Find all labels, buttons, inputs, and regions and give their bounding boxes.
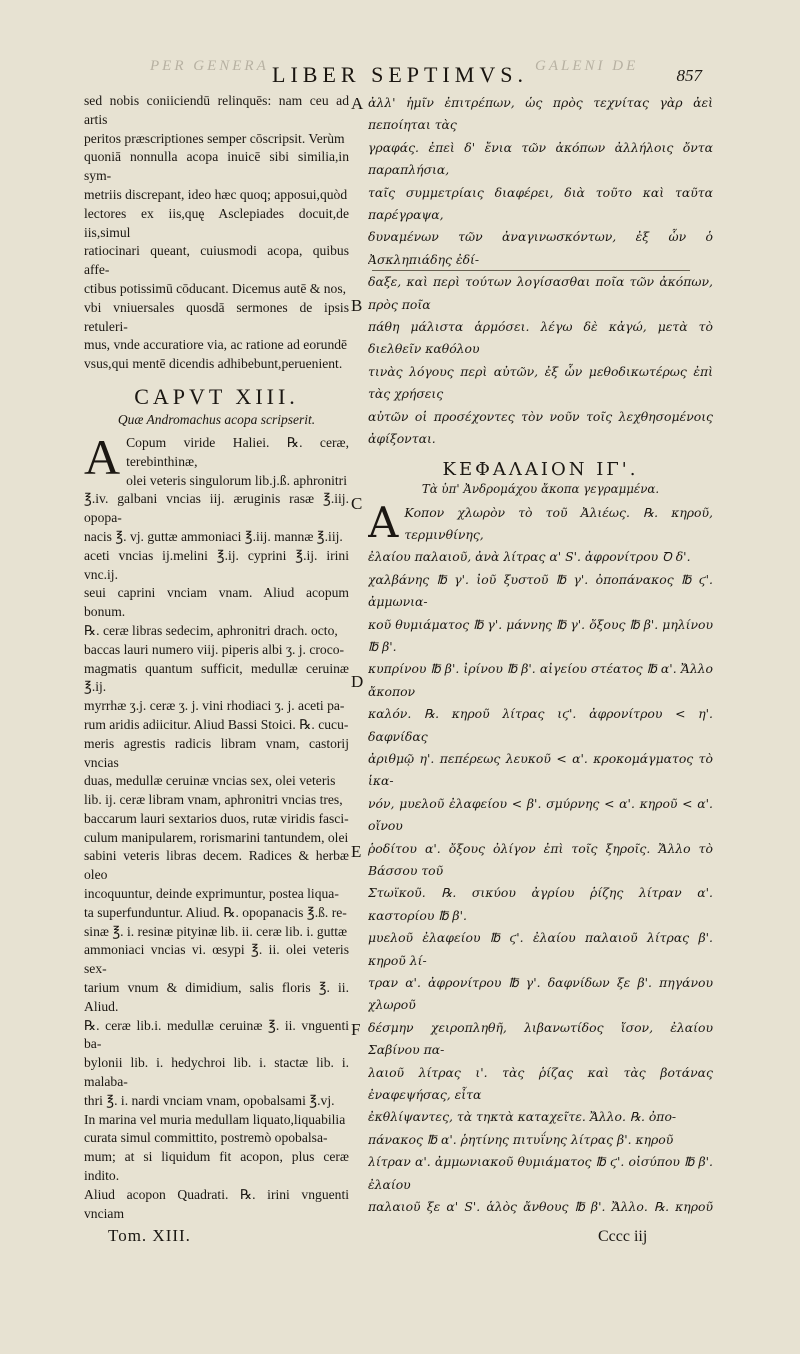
latin-chapter-subtitle: Quæ Andromachus acopa scripserit. xyxy=(117,411,316,427)
latin-body xyxy=(84,428,349,1220)
latin-body-text: Copum viride Haliei. ℞. ceræ, terebinthinæ, olei veteris singulorum lib.j.ß. aphronitri ℥.iv. galbani vncias iij. æruginis rasæ ℥.iij. opopa- nacis ℥. vj. guttæ ammoniaci ℥.iij. mannæ ℥.iij. aceti vncias ij.melini ℥.ij. cyprini ℥.ij. irini vnc.ij. seui caprini vnciam vnam. Aliud acopum bonum. ℞. ceræ libras sedecim, aphronitri drach. octo, baccas lauri numero viij. piperis albi ʒ. j. croco- magmatis quantum sufficit, medullæ ceruinæ ℥.ij. myrrhæ ʒ.j. ceræ ʒ. j. vini rhodiaci ʒ. j. aceti pa- rum aridis adiicitur. Aliud Bassi Stoici. ℞. cucu- meris agrestis radicis libram vnam, castorij vncias duas, medullæ ceruinæ vncias sex, olei veteris lib. ij. ceræ libram vnam, aphronitri vncias tres, baccarum lauri sextarios duos, rutæ viridis fasci- culum manipularem, rorismarini tantundem, olei sabini veteris libras decem. Radices & herbæ oleo incoquuntur, deinde exprimuntur, postea liqua- ta superfunduntur. Aliud. ℞. opopanacis ℥.ß. re- sinæ ℥. i. resinæ pityinæ lib. ii. ceræ lib. i. guttæ ammoniaci vncias vi. œsypi ℥. ii. olei veteris sex- tarium vnum & dimidium, salis floris ℥. ii. Aliud. ℞. ceræ lib.i. medullæ ceruinæ ℥. ii. vnguenti ba- bylonii lib. i. hedychroi lib. i. stactæ lib. i. malaba- thri ℥. i. nardi vnciam vnam, opobalsami ℥.vj. In marina vel muria medullam liquato,liquabilia curata simul committito, postremò opobalsa- mum; at si liquidum fit acopon, plus ceræ indito. Aliud acopon Quadrati. ℞. irini vnguenti vnciam xyxy=(84,434,349,1220)
margin-marker-d: D xyxy=(351,672,364,691)
volume-footer: Tom. XIII. xyxy=(108,1226,191,1245)
page-number: 857 xyxy=(676,66,702,85)
margin-marker-e: E xyxy=(351,842,362,861)
latin-column xyxy=(84,92,349,1220)
latin-drop-cap: A xyxy=(84,428,121,485)
column-divider-rule xyxy=(372,270,690,271)
bleed-through-text-left: PER GENERA xyxy=(150,58,269,74)
greek-body xyxy=(368,497,713,1221)
running-title: LIBER SEPTIMVS. xyxy=(272,62,528,87)
margin-marker-c: C xyxy=(351,494,363,513)
greek-chapter-subtitle: Τὰ ὑπ' Ἀνδρομάχου ἄκοπα γεγραμμένα. xyxy=(421,481,660,496)
latin-intro-paragraph: sed nobis coniiciendū relinquēs: nam ceu ad artis peritos præscriptiones semper cōscripsit. Verùm quoniā nonnulla acopa inuicē sibi similia,in sym- metriis discrepant, ideo hæc quoq; apposui,quòd lectores ex iis,quę Asclepiades docuit,de iis,simul ratiocinari queant, cuiusmodi acopa, quibus affe- ctibus potissimū cōducant. Dicemus autē & nos, vbi vniuersales quosdā sermones de ipsis retuleri- mus, vnde accuratiore via, ac ratione ad eorundē vsus,qui mentē dicendis adhibebunt,peruenient. xyxy=(84,93,349,372)
bleed-through-text-right: GALENI DE xyxy=(535,58,639,74)
margin-marker-a: A xyxy=(351,94,364,113)
greek-intro-paragraph: ἀλλ' ἡμῖν ἐπιτρέπων, ὡς πρὸς τεχνίτας γὰρ ἀεὶ πεποίηται τὰς γραφάς. ἐπεὶ δ' ἔνια τῶν ἀκόπων ἀλλήλοις ὄντα παραπλήσια, ταῖς συμμετρίαις διαφέρει, διὰ τοῦτο καὶ ταῦτα παρέγραψα, δυναμένων τῶν ἀναγινωσκόντων, ἐξ ὧν ὁ Ἀσκληπιάδης ἐδί- δαξε, καὶ περὶ τούτων λογίσασθαι ποῖα τῶν ἀκόπων, πρὸς ποῖα πάθη μάλιστα ἁρμόσει. λέγω δὲ κἀγώ, μετὰ τὸ διελθεῖν καθόλου τινὰς λόγους περὶ αὐτῶν, ἐξ ὧν μεθοδικωτέρως ἐπὶ τὰς χρήσεις αὐτῶν οἱ προσέχοντες τὸν νοῦν τοῖς λεχθησομένοις ἀφίξονται. xyxy=(368,95,713,447)
latin-chapter-title: CAPVT XIII. xyxy=(134,383,299,409)
greek-drop-cap: Α xyxy=(368,497,399,547)
greek-chapter-title: ΚΕΦΑΛΑΙΟΝ ΙΓ'. xyxy=(442,458,639,480)
signature-mark: Cccc iij xyxy=(598,1228,648,1245)
margin-marker-f: F xyxy=(351,1020,361,1039)
greek-body-text: Κοπον χλωρὸν τὸ τοῦ Ἀλιέως. ℞. κηροῦ, τερμινθίνης, ἐλαίου παλαιοῦ, ἀνὰ λίτρας α' S'. ἀφρονίτρου Ꝺ δ'. χαλβάνης ℔ γ'. ἰοῦ ξυστοῦ ℔ γ'. ὀποπάνακος ℔ ϛ'. ἀμμωνια- κοῦ θυμιάματος ℔ γ'. μάννης ℔ γ'. ὄξους ℔ β'. μηλίνου ℔ β'. κυπρίνου ℔ β'. ἰρίνου ℔ β'. αἰγείου στέατος ℔ α'. Ἄλλο ἄκοπον καλόν. ℞. κηροῦ λίτρας ιϛ'. ἀφρονίτρου < η'. δαφνίδας ἀριθμῷ η'. πεπέρεως λευκοῦ < α'. κροκομάγματος τὸ ἱκα- νόν, μυελοῦ ἐλαφείου < β'. σμύρνης < α'. κηροῦ < α'. οἴνου ῥοδίτου α'. ὄξους ὀλίγον ἐπὶ τοῖς ξηροῖς. Ἄλλο τὸ Βάσσου τοῦ Στωϊκοῦ. ℞. σικύου ἀγρίου ῥίζης λίτραν α'. καστορίου ℔ β'. μυελοῦ ἐλαφείου ℔ ϛ'. ἐλαίου παλαιοῦ λίτρας β'. κηροῦ λί- τραν α'. ἀφρονίτρου ℔ γ'. δαφνίδων ξε β'. πηγάνου χλωροῦ δέσμην χειροπληθῆ, λιβανωτίδος ἴσον, ἐλαίου Σαβίνου πα- λαιοῦ λίτρας ι'. τὰς ῥίζας καὶ τὰς βοτάνας ἐναφεψήσας, εἶτα ἐκθλίψαντες, τὰ τηκτὰ καταχεῖτε. Ἄλλο. ℞. ὀπο- πάνακος ℔ α'. ῥητίνης πιτυΐνης λίτρας β'. κηροῦ λίτραν α'. ἀμμωνιακοῦ θυμιάματος ℔ ϛ'. οἰσύπου ℔ β'. ἐλαίου παλαιοῦ ξε α' S'. ἁλὸς ἄνθους ℔ β'. Ἄλλο. ℞. κηροῦ xyxy=(368,504,713,1215)
margin-marker-b: B xyxy=(351,296,363,315)
greek-column xyxy=(368,92,713,1220)
